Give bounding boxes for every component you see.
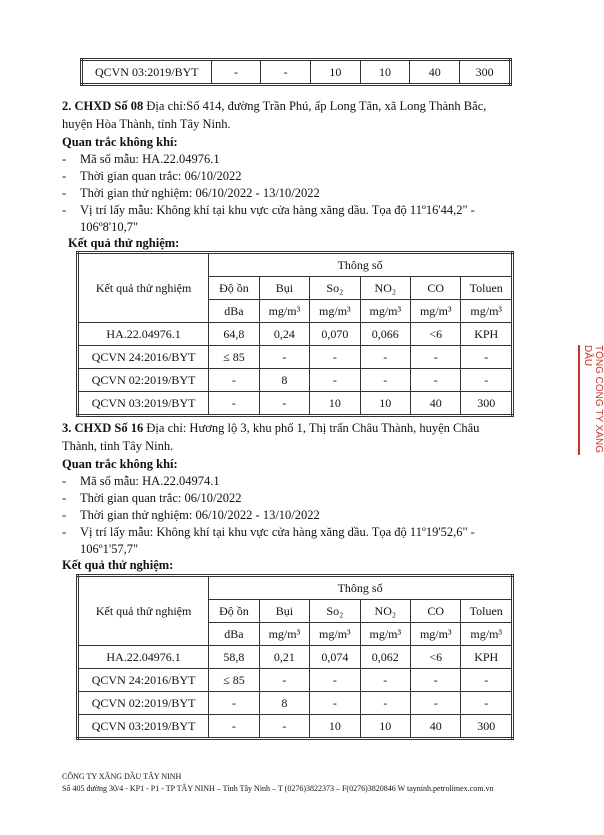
table-cell: - bbox=[209, 369, 259, 392]
result-table-2 bbox=[76, 251, 514, 417]
col-header: NO₂ bbox=[360, 600, 410, 623]
header-col0: Kết quả thử nghiệm bbox=[78, 253, 209, 323]
table-cell: - bbox=[411, 692, 461, 715]
table-cell: <6 bbox=[411, 646, 461, 669]
table-cell: - bbox=[209, 692, 259, 715]
unit-cell: mg/m³ bbox=[310, 623, 360, 646]
section3-bullets bbox=[62, 473, 552, 558]
table-cell: HA.22.04976.1 bbox=[78, 646, 209, 669]
section3-header bbox=[62, 420, 552, 437]
col-header: Bụi bbox=[259, 277, 309, 300]
table-row bbox=[82, 60, 511, 85]
section2-header bbox=[62, 98, 552, 115]
col-header: Bụi bbox=[259, 600, 309, 623]
table-cell: - bbox=[360, 369, 410, 392]
table-cell: ≤ 85 bbox=[209, 346, 259, 369]
table-cell: - bbox=[259, 346, 309, 369]
table-cell: KPH bbox=[461, 646, 513, 669]
table-row bbox=[78, 669, 513, 692]
unit-cell: mg/m³ bbox=[310, 300, 360, 323]
table-cell: - bbox=[211, 60, 261, 85]
stamp-text: TỔNG CÔNG TY XĂNG DẦU bbox=[578, 345, 604, 455]
bullet-item: - Mã số mẫu: HA.22.04974.1 bbox=[62, 473, 552, 490]
col-header: CO bbox=[411, 600, 461, 623]
table-cell: 8 bbox=[259, 692, 309, 715]
section2-bullets bbox=[62, 151, 552, 236]
table-cell: QCVN 03:2019/BYT bbox=[78, 715, 209, 739]
table-cell: 10 bbox=[310, 60, 360, 85]
table-cell: QCVN 03:2019/BYT bbox=[78, 392, 209, 416]
table-cell: ≤ 85 bbox=[209, 669, 259, 692]
table-cell: - bbox=[310, 346, 360, 369]
table-row bbox=[78, 646, 513, 669]
monitor-title: Quan trắc không khí: bbox=[62, 457, 178, 471]
table-cell: - bbox=[259, 392, 309, 416]
bullet-item: - Mã số mẫu: HA.22.04976.1 bbox=[62, 151, 552, 168]
table-cell: 300 bbox=[460, 60, 511, 85]
table-cell: 10 bbox=[310, 392, 360, 416]
table-cell: - bbox=[461, 669, 513, 692]
table-cell: - bbox=[209, 392, 259, 416]
col-header: NO₂ bbox=[360, 277, 410, 300]
table-cell: - bbox=[310, 369, 360, 392]
unit-cell: dBa bbox=[209, 300, 259, 323]
table-row bbox=[78, 692, 513, 715]
table-cell: 0,24 bbox=[259, 323, 309, 346]
table-cell: 40 bbox=[411, 715, 461, 739]
top-table-row bbox=[80, 58, 512, 86]
bullet-item: - Thời gian quan trắc: 06/10/2022 bbox=[62, 490, 552, 507]
col-header: So₂ bbox=[310, 600, 360, 623]
table-cell: - bbox=[209, 715, 259, 739]
section-address-2: Thành, tỉnh Tây Ninh. bbox=[62, 439, 174, 453]
table-cell: <6 bbox=[411, 323, 461, 346]
table-cell: 8 bbox=[259, 369, 309, 392]
table-cell: 64,8 bbox=[209, 323, 259, 346]
bullet-item: - Thời gian thử nghiệm: 06/10/2022 - 13/10/2022 bbox=[62, 185, 552, 202]
col-header: CO bbox=[411, 277, 461, 300]
header-col0: Kết quả thử nghiệm bbox=[78, 576, 209, 646]
table-row bbox=[78, 253, 513, 277]
unit-cell: mg/m³ bbox=[461, 300, 513, 323]
col-header: Toluen bbox=[461, 277, 513, 300]
footer-address: Số 405 đường 30/4 - KP1 - P1 - TP TÂY NINH – Tỉnh Tây Ninh – T (0276)3822373 – F(0276)3820846 W tayninh.petrolimex.com.vn bbox=[62, 784, 494, 793]
table-cell: KPH bbox=[461, 323, 513, 346]
section-heading: 2. CHXD Số 08 bbox=[62, 99, 144, 113]
col-header: Toluen bbox=[461, 600, 513, 623]
table-cell: 0,066 bbox=[360, 323, 410, 346]
section-address: Địa chỉ:Số 414, đường Trần Phú, ấp Long Tân, xã Long Thành Bắc, bbox=[143, 99, 487, 113]
table-cell: 300 bbox=[461, 392, 513, 416]
table-cell: 10 bbox=[360, 715, 410, 739]
table-cell: 40 bbox=[411, 392, 461, 416]
table-cell: - bbox=[411, 669, 461, 692]
monitor-title: Quan trắc không khí: bbox=[62, 135, 178, 149]
table-cell: 300 bbox=[461, 715, 513, 739]
table-cell: 10 bbox=[360, 60, 410, 85]
bullet-item: - Thời gian thử nghiệm: 06/10/2022 - 13/10/2022 bbox=[62, 507, 552, 524]
unit-cell: dBa bbox=[209, 623, 259, 646]
unit-cell: mg/m³ bbox=[360, 300, 410, 323]
table-cell: - bbox=[310, 692, 360, 715]
table-cell: - bbox=[461, 692, 513, 715]
unit-cell: mg/m³ bbox=[360, 623, 410, 646]
table-cell: 10 bbox=[310, 715, 360, 739]
table-cell: 0,074 bbox=[310, 646, 360, 669]
table-cell: - bbox=[259, 715, 309, 739]
table-cell: - bbox=[461, 346, 513, 369]
table-row bbox=[78, 576, 513, 600]
table-cell: - bbox=[461, 369, 513, 392]
header-params: Thông số bbox=[209, 576, 513, 600]
table-cell: - bbox=[360, 346, 410, 369]
bullet-item: - Thời gian quan trắc: 06/10/2022 bbox=[62, 168, 552, 185]
company-stamp bbox=[570, 345, 604, 460]
bullet-item: - Vị trí lấy mẫu: Không khí tại khu vực cửa hàng xăng dầu. Tọa độ 11º19'52,6" - bbox=[62, 524, 552, 541]
table-cell: 58,8 bbox=[209, 646, 259, 669]
table-cell: QCVN 02:2019/BYT bbox=[78, 369, 209, 392]
table-row bbox=[78, 346, 513, 369]
table-cell: - bbox=[411, 346, 461, 369]
unit-cell: mg/m³ bbox=[411, 300, 461, 323]
table-cell: QCVN 02:2019/BYT bbox=[78, 692, 209, 715]
result-title: Kết quả thử nghiệm: bbox=[62, 558, 174, 572]
result-title: Kết quả thử nghiệm: bbox=[68, 236, 180, 250]
table-row bbox=[78, 715, 513, 739]
header-params: Thông số bbox=[209, 253, 513, 277]
unit-cell: mg/m³ bbox=[259, 623, 309, 646]
section-address-2: huyện Hòa Thành, tỉnh Tây Ninh. bbox=[62, 117, 231, 131]
bullet-continuation: 106º1'57,7" bbox=[80, 542, 139, 556]
footer-company: CÔNG TY XĂNG DẦU TÂY NINH bbox=[62, 772, 182, 781]
unit-cell: mg/m³ bbox=[259, 300, 309, 323]
col-header: Độ ồn bbox=[209, 277, 259, 300]
table-cell: QCVN 24:2016/BYT bbox=[78, 346, 209, 369]
table-cell: QCVN 24:2016/BYT bbox=[78, 669, 209, 692]
table-row bbox=[78, 392, 513, 416]
unit-cell: mg/m³ bbox=[411, 623, 461, 646]
table-cell: - bbox=[360, 669, 410, 692]
table-cell: - bbox=[310, 669, 360, 692]
table-cell: 40 bbox=[410, 60, 460, 85]
table-row bbox=[78, 369, 513, 392]
result-table-3 bbox=[76, 574, 514, 740]
col-header: Độ ồn bbox=[209, 600, 259, 623]
table-cell: - bbox=[261, 60, 311, 85]
table-cell: 0,21 bbox=[259, 646, 309, 669]
section-address: Địa chỉ: Hương lộ 3, khu phố 1, Thị trấn Châu Thành, huyện Châu bbox=[143, 421, 480, 435]
table-cell: 10 bbox=[360, 392, 410, 416]
table-cell: QCVN 03:2019/BYT bbox=[82, 60, 212, 85]
table-cell: - bbox=[411, 369, 461, 392]
table-cell: - bbox=[259, 669, 309, 692]
section-heading: 3. CHXD Số 16 bbox=[62, 421, 144, 435]
bullet-item: - Vị trí lấy mẫu: Không khí tại khu vực cửa hàng xăng dầu. Tọa độ 11º16'44,2" - bbox=[62, 202, 552, 219]
unit-cell: mg/m³ bbox=[461, 623, 513, 646]
table-cell: 0,062 bbox=[360, 646, 410, 669]
table-cell: - bbox=[360, 692, 410, 715]
table-cell: 0,070 bbox=[310, 323, 360, 346]
bullet-continuation: 106º8'10,7" bbox=[80, 220, 139, 234]
table-row bbox=[78, 323, 513, 346]
table-cell: HA.22.04976.1 bbox=[78, 323, 209, 346]
col-header: So₂ bbox=[310, 277, 360, 300]
